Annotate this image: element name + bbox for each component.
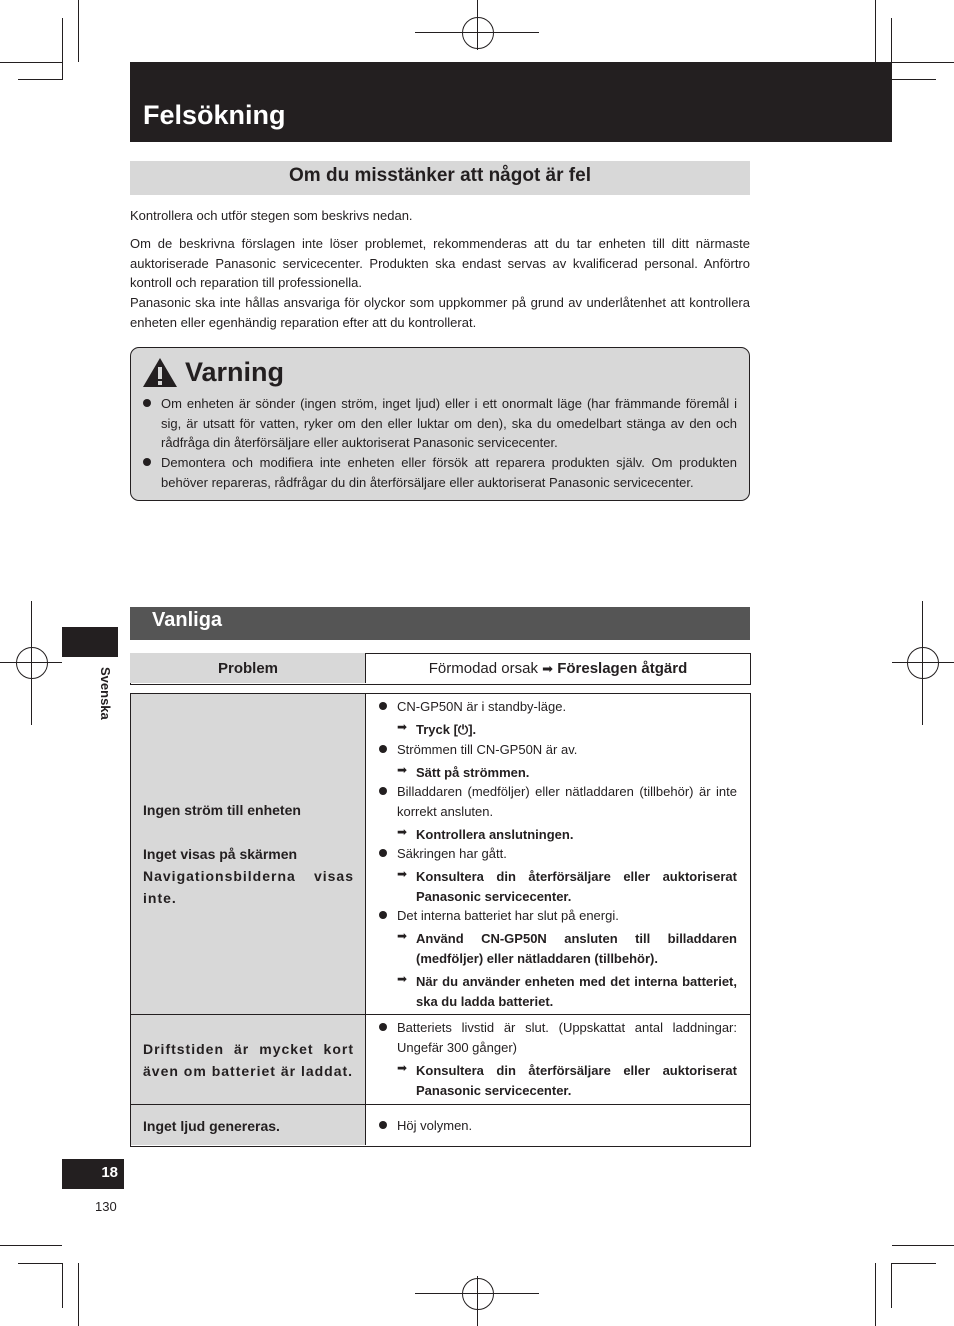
crop-mark [891,1263,892,1308]
cause-text: Det interna batteriet har slut på energi. [397,908,619,923]
problem-text: Ingen ström till enheten [143,802,301,818]
crop-mark [78,0,79,62]
cause-text: Höj volymen. [397,1118,473,1133]
header-action: Föreslagen åtgärd [557,660,688,677]
bullet-icon [379,787,387,795]
arrow-right-icon: ➡ [397,763,408,777]
arrow-right-icon: ➡ [397,972,408,986]
registration-mark [462,17,494,49]
warning-item: Om enheten är sönder (ingen ström, inget ljud) eller i ett onormalt läge (har främmande föremål i sig, är utsatt för vatten, ryker om den eller luktar om den), ska du omedelbart stänga av den och rådfråga din återförsäljare eller auktoriserat Panasonic servicecenter. [161,396,737,450]
bullet-icon [143,458,151,466]
crop-mark [892,662,954,663]
language-label: Svenska [98,667,113,720]
registration-mark [462,1278,494,1310]
cause-text: CN-GP50N är i standby-läge. [397,699,567,714]
intro-paragraph: Om de beskrivna förslagen inte löser problemet, rekommenderas att du tar enheten till ditt närmaste auktoriserade Panasonic servicecenter. Produkten ska endast servas av kvalificerad personal. Anförtro kontroll och reparation till professionella. [130,236,750,290]
warning-title: Varning [185,357,285,387]
crop-mark [891,1263,936,1264]
crop-mark [0,1245,62,1246]
crop-mark [875,0,876,62]
bullet-icon [379,1121,387,1129]
action-text: Kontrollera anslutningen. [416,827,574,842]
crop-mark [892,62,954,63]
action-text: Sätt på strömmen. [416,765,530,780]
action-text: När du använder enheten med det interna batteriet, ska du ladda batteriet. [416,974,737,1009]
crop-mark [892,1245,954,1246]
arrow-right-icon: ➡ [397,720,408,734]
crop-mark [891,79,936,80]
cause-text: Strömmen till CN-GP50N är av. [397,742,578,757]
crop-mark [62,1263,63,1308]
bullet-icon [379,745,387,753]
page-title: Felsökning [143,100,286,130]
crop-mark [18,79,63,80]
action-text: Tryck [⏻]. [416,722,477,737]
crop-mark [0,62,62,63]
page-number: 18 [101,1164,118,1181]
intro-paragraph: Kontrollera och utför stegen som beskrivs nedan. [130,208,413,223]
cause-text: Billaddaren (medföljer) eller nätladdaren (tillbehör) är inte korrekt ansluten. [397,784,737,819]
crop-mark [477,0,478,50]
side-tab [62,627,118,657]
problem-text: Inget ljud genereras. [143,1118,280,1134]
arrow-right-icon: ➡ [542,661,554,676]
registration-mark [16,647,48,679]
section-heading: Om du misstänker att något är fel [289,165,591,186]
bullet-icon [143,399,151,407]
crop-mark [78,1263,79,1326]
arrow-right-icon: ➡ [397,1061,408,1075]
crop-mark [922,601,923,725]
header-cause: Förmodad orsak [428,660,538,677]
header-cause-action [366,660,750,677]
problem-text: Navigationsbilderna visas inte. [143,868,354,906]
header-problem: Problem [217,660,278,677]
warning-icon [142,357,178,388]
crop-mark [477,1276,478,1326]
category-bar [130,607,750,640]
category-title: Vanliga [152,609,223,631]
crop-mark [18,1263,63,1264]
problem-text: Inget visas på skärmen [143,846,298,862]
warning-item: Demontera och modifiera inte enheten eller försök att reparera produkten själv. Om produkten behöver repareras, rådfrågar du din återförsäljare eller auktoriserat Panasonic servicecenter. [161,455,737,490]
arrow-right-icon: ➡ [397,929,408,943]
cause-text: Säkringen har gått. [397,846,507,861]
arrow-right-icon: ➡ [397,867,408,881]
bullet-icon [379,911,387,919]
action-text: Konsultera din återförsäljare eller auktoriserat Panasonic servicecenter. [416,869,737,904]
bullet-icon [379,1023,387,1031]
intro-paragraph: Panasonic ska inte hållas ansvariga för olyckor som uppkommer på grund av underlåtenhet att kontrollera enheten eller egenhändig reparation efter att du kontrollerat. [130,295,750,330]
bullet-icon [379,702,387,710]
bullet-icon [379,849,387,857]
crop-mark [875,1263,876,1326]
action-text: Använd CN-GP50N ansluten till billaddaren (medföljer) eller nätladdaren (tillbehör). [416,931,737,966]
page-number-secondary: 130 [95,1199,117,1214]
arrow-right-icon: ➡ [397,825,408,839]
problem-text: Driftstiden är mycket kort även om batteriet är laddat. [143,1041,354,1079]
cause-text: Batteriets livstid är slut. (Uppskattat antal laddningar: Ungefär 300 gånger) [397,1020,737,1055]
crop-mark [31,601,32,725]
crop-mark [62,18,63,80]
action-text: Konsultera din återförsäljare eller auktoriserat Panasonic servicecenter. [416,1063,737,1098]
registration-mark [907,647,939,679]
